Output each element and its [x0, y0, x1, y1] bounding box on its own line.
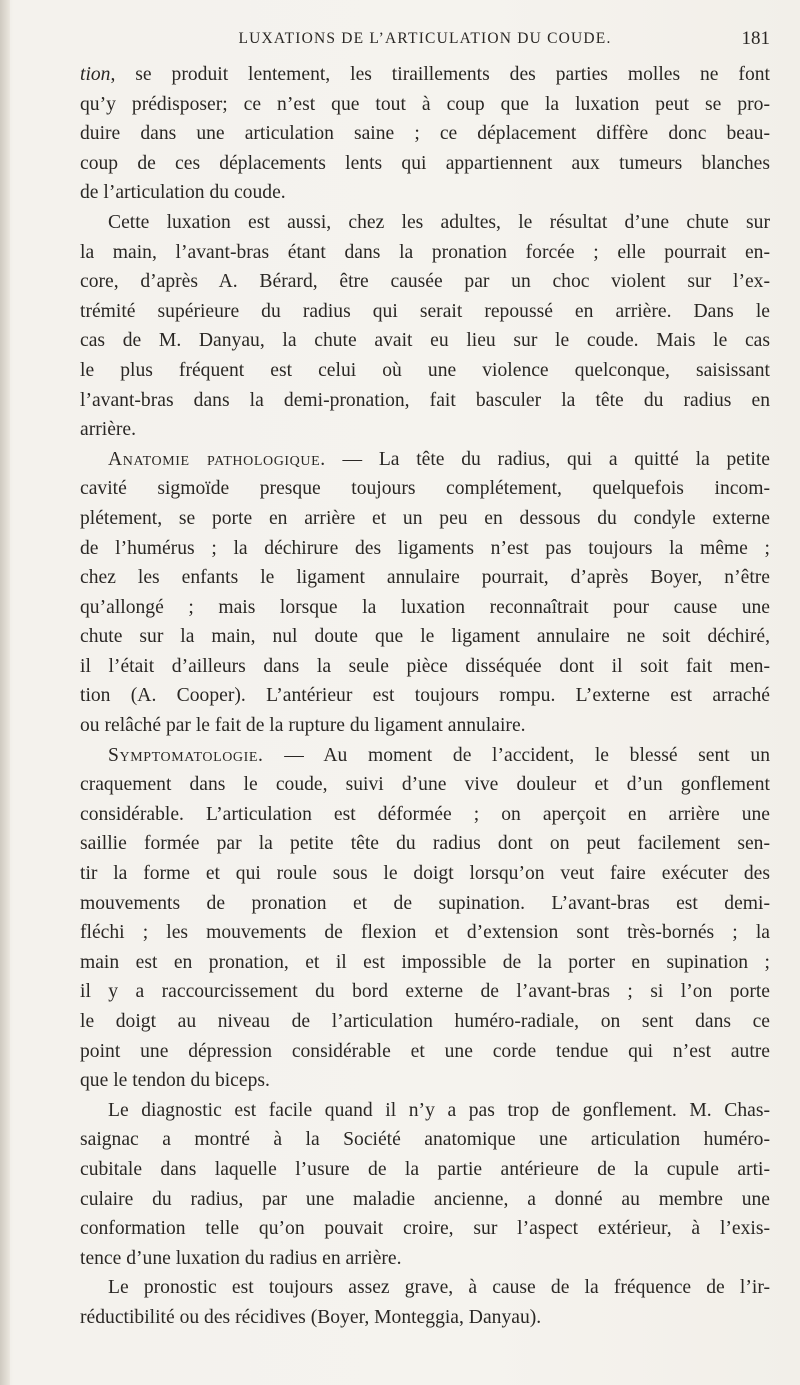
- text-line: [80, 741, 770, 771]
- text-line: réductibilité ou des récidives (Boyer, Monteggia, Danyau).: [80, 1306, 542, 1328]
- text-line: ou relâché par le fait de la rupture du ligament annulaire.: [80, 715, 526, 737]
- text-line: l’avant-bras dans la demi-pronation, fait basculer la tête du radius en: [80, 389, 770, 411]
- text-line: le plus fréquent est celui où une violence quelconque, saisissant: [80, 359, 770, 381]
- text-line: mouvements de pronation et de supination. L’avant-bras est demi-: [80, 892, 770, 914]
- text-line: culaire du radius, par une maladie ancienne, a donné au membre une: [80, 1188, 770, 1210]
- text-line: cas de M. Danyau, la chute avait eu lieu sur le coude. Mais le cas: [80, 330, 770, 352]
- page-number: 181: [741, 28, 770, 49]
- text-line: il l’était d’ailleurs dans la seule pièce disséquée dont il soit fait men-: [80, 655, 770, 677]
- text-line: cavité sigmoïde presque toujours complétement, quelquefois incom-: [80, 478, 770, 500]
- text-line: craquement dans le coude, suivi d’une vive douleur et d’un gonflement: [80, 774, 770, 796]
- text-line: tion, se produit lentement, les tiraillements des parties molles ne font: [80, 64, 770, 85]
- text-line-content: — Au moment de l’accident, le blessé sent un: [284, 744, 771, 766]
- text-line: fléchi ; les mouvements de flexion et d’extension sont très-bornés ; la: [80, 922, 770, 944]
- text-line: que le tendon du biceps.: [80, 1070, 270, 1092]
- text-line: le doigt au niveau de l’articulation huméro-radiale, on sent dans ce: [80, 1011, 770, 1032]
- text-line: Le pronostic est toujours assez grave, à cause de la fréquence de l’ir-: [108, 1277, 770, 1299]
- text-line: saillie formée par la petite tête du radius dont on peut facilement sen-: [80, 833, 770, 855]
- text-line: qu’y prédisposer; ce n’est que tout à coup que la luxation peut se pro-: [80, 93, 770, 115]
- text-line: de l’articulation du coude.: [80, 182, 286, 204]
- text-line: main est en pronation, et il est impossible de la porter en supination ;: [80, 951, 770, 973]
- text-line: Cette luxation est aussi, chez les adultes, le résultat d’une chute sur: [108, 211, 770, 233]
- text-line: arrière.: [80, 419, 137, 441]
- text-line: [80, 445, 770, 475]
- text-line: duire dans une articulation saine ; ce déplacement diffère donc beau-: [80, 123, 770, 145]
- text-line: Le diagnostic est facile quand il n’y a pas trop de gonflement. M. Chas-: [108, 1099, 770, 1121]
- text-line: tence d’une luxation du radius en arrière.: [80, 1247, 402, 1269]
- text-line: tir la forme et qui roule sous le doigt lorsqu’on veut faire exécuter des: [80, 863, 770, 885]
- section-heading: Symptomatologie.: [108, 744, 264, 766]
- text-line: coup de ces déplacements lents qui appartiennent aux tumeurs blanches: [80, 152, 770, 174]
- italic-word: tion: [80, 64, 111, 85]
- running-head: LUXATIONS DE L’ARTICULATION DU COUDE.: [238, 30, 612, 47]
- text-line: plétement, se porte en arrière et un peu en dessous du condyle externe: [80, 507, 770, 529]
- text-line: il y a raccourcissement du bord externe de l’avant-bras ; si l’on porte: [80, 981, 770, 1003]
- text-line: tion (A. Cooper). L’antérieur est toujours rompu. L’externe est arraché: [80, 685, 770, 707]
- text-line: conformation telle qu’on pouvait croire, sur l’aspect extérieur, à l’exis-: [80, 1218, 770, 1240]
- text-line: core, d’après A. Bérard, être causée par un choc violent sur l’ex-: [80, 271, 770, 293]
- text-line: chez les enfants le ligament annulaire pourrait, d’après Boyer, n’être: [80, 567, 770, 589]
- text-line: qu’allongé ; mais lorsque la luxation reconnaîtrait pour cause une: [80, 596, 770, 618]
- text-line: considérable. L’articulation est déformée ; on aperçoit en arrière une: [80, 803, 770, 825]
- page-gutter: [0, 0, 10, 1385]
- text-line: saignac a montré à la Société anatomique une articulation huméro-: [80, 1129, 770, 1151]
- text-line-content: — La tête du radius, qui a quitté la petite: [342, 448, 770, 470]
- page-header: [80, 30, 770, 54]
- text-line: chute sur la main, nul doute que le ligament annulaire ne soit déchiré,: [80, 626, 770, 648]
- text-line: cubitale dans laquelle l’usure de la partie antérieure de la cupule arti-: [80, 1158, 770, 1180]
- text-line: la main, l’avant-bras étant dans la pronation forcée ; elle pourrait en-: [80, 241, 770, 263]
- text-line: point une dépression considérable et une corde tendue qui n’est autre: [80, 1040, 770, 1062]
- body-text: [80, 60, 770, 1333]
- text-line: de l’humérus ; la déchirure des ligaments n’est pas toujours la même ;: [80, 537, 770, 559]
- text-line: trémité supérieure du radius qui serait repoussé en arrière. Dans le: [80, 300, 770, 322]
- section-heading: Anatomie pathologique.: [108, 448, 326, 470]
